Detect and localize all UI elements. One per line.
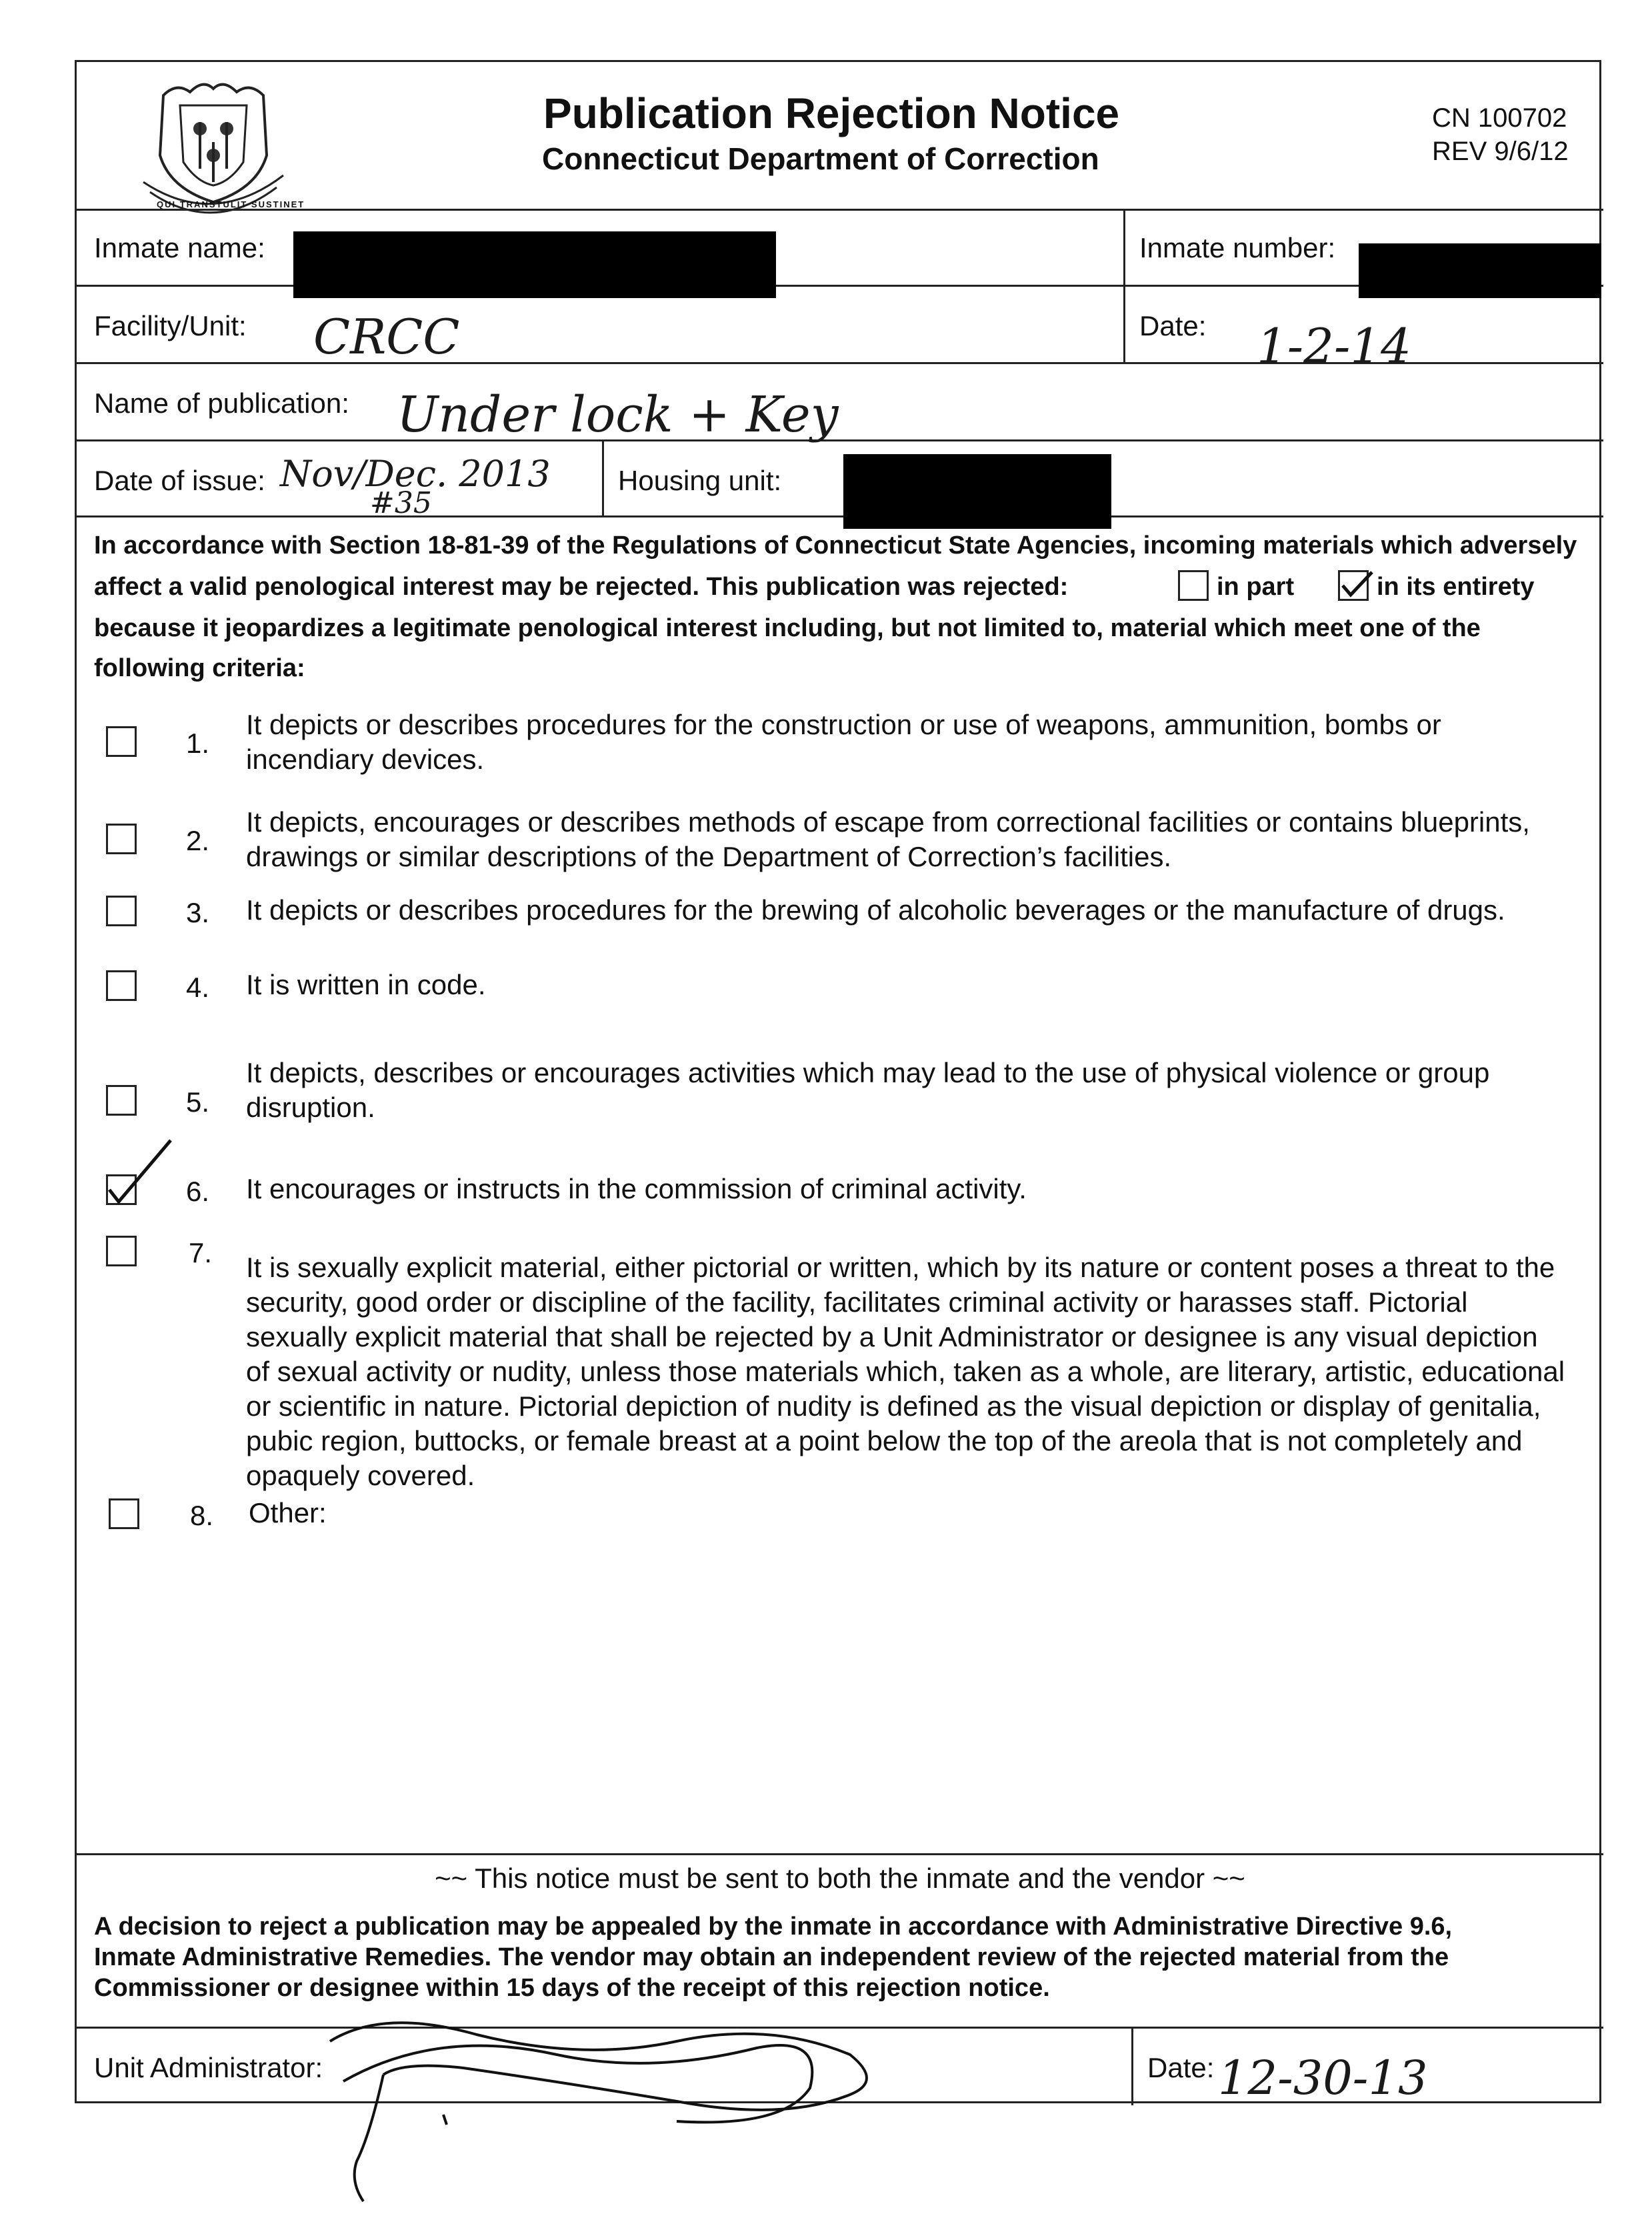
criterion-1-checkbox[interactable] — [106, 726, 137, 757]
facility-label: Facility/Unit: — [94, 310, 247, 341]
criterion-2-checkbox[interactable] — [106, 824, 137, 854]
checkmark-icon — [1337, 568, 1377, 602]
criterion-number: 6. — [186, 1176, 210, 1207]
criterion-text: It encourages or instructs in the commission of criminal activity. — [246, 1173, 1027, 1204]
criterion-number: 8. — [190, 1500, 214, 1531]
criterion-number: 3. — [186, 897, 210, 928]
rejection-intro-line3: because it jeopardizes a legitimate penological interest including, but not limited to, material which meet one of the — [94, 614, 1481, 642]
criterion-8-checkbox[interactable] — [109, 1498, 139, 1529]
facility-value: CRCC — [313, 309, 460, 365]
criterion-3-checkbox[interactable] — [106, 896, 137, 926]
criterion-number: 5. — [186, 1086, 210, 1118]
unit-administrator-label: Unit Administrator: — [94, 2052, 323, 2083]
inmate-number-label: Inmate number: — [1139, 232, 1336, 263]
form-revision: REV 9/6/12 — [1432, 137, 1569, 166]
appeal-line3: Commissioner or designee within 15 days of the receipt of this rejection notice. — [94, 1974, 1050, 2002]
appeal-line1: A decision to reject a publication may be appealed by the inmate in accordance with Administrative Directive 9.6, — [94, 1913, 1453, 1941]
inmate-number-redaction — [1359, 243, 1601, 298]
inmate-name-label: Inmate name: — [94, 232, 265, 263]
issue-date-value: Nov/Dec. 2013 — [280, 453, 551, 495]
page-title: Publication Rejection Notice — [543, 89, 1120, 137]
in-entirety-checkbox[interactable] — [1338, 570, 1369, 601]
criterion-6-checkbox[interactable] — [106, 1174, 137, 1205]
criterion-text: It is sexually explicit material, either pictorial or written, which by its nature or content poses a threat to the security, good order or discipline of the facility, facilitates criminal activity or harasses staff. Pictorial sexually explicit material that shall be rejected by a Unit Administrator or designee is any visual depiction of sexual activity or nudity, unless those materials which, taken as a whole, are literary, artistic, educational or scientific in nature. Pictorial depiction of nudity is defined as the visual depiction or display of genitalia, pubic region, buttocks, or female breast at a point below the top of the areola that is not completely and opaquely covered. — [246, 1252, 1565, 1491]
criterion-5-checkbox[interactable] — [106, 1085, 137, 1116]
checkmark-icon — [104, 1135, 177, 1208]
criterion-7-checkbox[interactable] — [106, 1236, 137, 1266]
seal-motto: QUI TRANSTULIT SUSTINET — [157, 199, 305, 209]
publication-value: Under lock + Key — [397, 386, 839, 443]
notice-instruction: ~~ This notice must be sent to both the inmate and the vendor ~~ — [435, 1863, 1245, 1894]
publication-label: Name of publication: — [94, 387, 349, 419]
in-part-label: in part — [1217, 573, 1295, 601]
in-entirety-label: in its entirety — [1377, 573, 1535, 601]
form-code: CN 100702 — [1432, 103, 1567, 133]
date-label: Date: — [1139, 310, 1207, 341]
issue-date-label: Date of issue: — [94, 465, 265, 496]
housing-unit-label: Housing unit: — [618, 465, 782, 496]
rejection-notice-form — [75, 60, 1601, 2103]
rejection-intro-line2: affect a valid penological interest may be rejected. This publication was rejected: — [94, 573, 1069, 601]
department-name: Connecticut Department of Correction — [542, 141, 1099, 176]
signature-date-label: Date: — [1147, 2052, 1215, 2083]
criterion-number: 1. — [186, 728, 210, 759]
in-part-checkbox[interactable] — [1178, 570, 1209, 601]
housing-unit-redaction — [843, 454, 1111, 529]
administrator-signature — [303, 1961, 957, 2215]
criterion-text: It is written in code. — [246, 969, 486, 1000]
rejection-intro-line4: following criteria: — [94, 654, 305, 682]
criterion-text: It depicts, describes or encourages activities which may lead to the use of physical violence or group disruption. — [246, 1057, 1490, 1123]
criterion-4-checkbox[interactable] — [106, 970, 137, 1001]
criterion-text: It depicts or describes procedures for the construction or use of weapons, ammunition, bombs or incendiary devices. — [246, 709, 1441, 775]
criterion-text: It depicts or describes procedures for the brewing of alcoholic beverages or the manufacture of drugs. — [246, 894, 1505, 926]
rejection-intro-line1: In accordance with Section 18-81-39 of the Regulations of Connecticut State Agencies, incoming materials which adversely — [94, 531, 1577, 560]
criterion-number: 4. — [186, 972, 210, 1003]
criterion-number: 7. — [189, 1237, 213, 1268]
signature-date-value: 12-30-13 — [1218, 2051, 1428, 2105]
criterion-text: Other: — [249, 1497, 327, 1528]
issue-number-value: #35 — [370, 486, 432, 520]
criterion-text: It depicts, encourages or describes methods of escape from correctional facilities or contains blueprints, drawings or similar descriptions of the Department of Correction’s facilities. — [246, 806, 1530, 872]
date-value: 1-2-14 — [1257, 318, 1411, 374]
criterion-number: 2. — [186, 825, 210, 856]
state-seal — [137, 75, 305, 222]
appeal-line2: Inmate Administrative Remedies. The vendor may obtain an independent review of the rejected material from the — [94, 1943, 1449, 1971]
inmate-name-redaction — [293, 231, 776, 298]
